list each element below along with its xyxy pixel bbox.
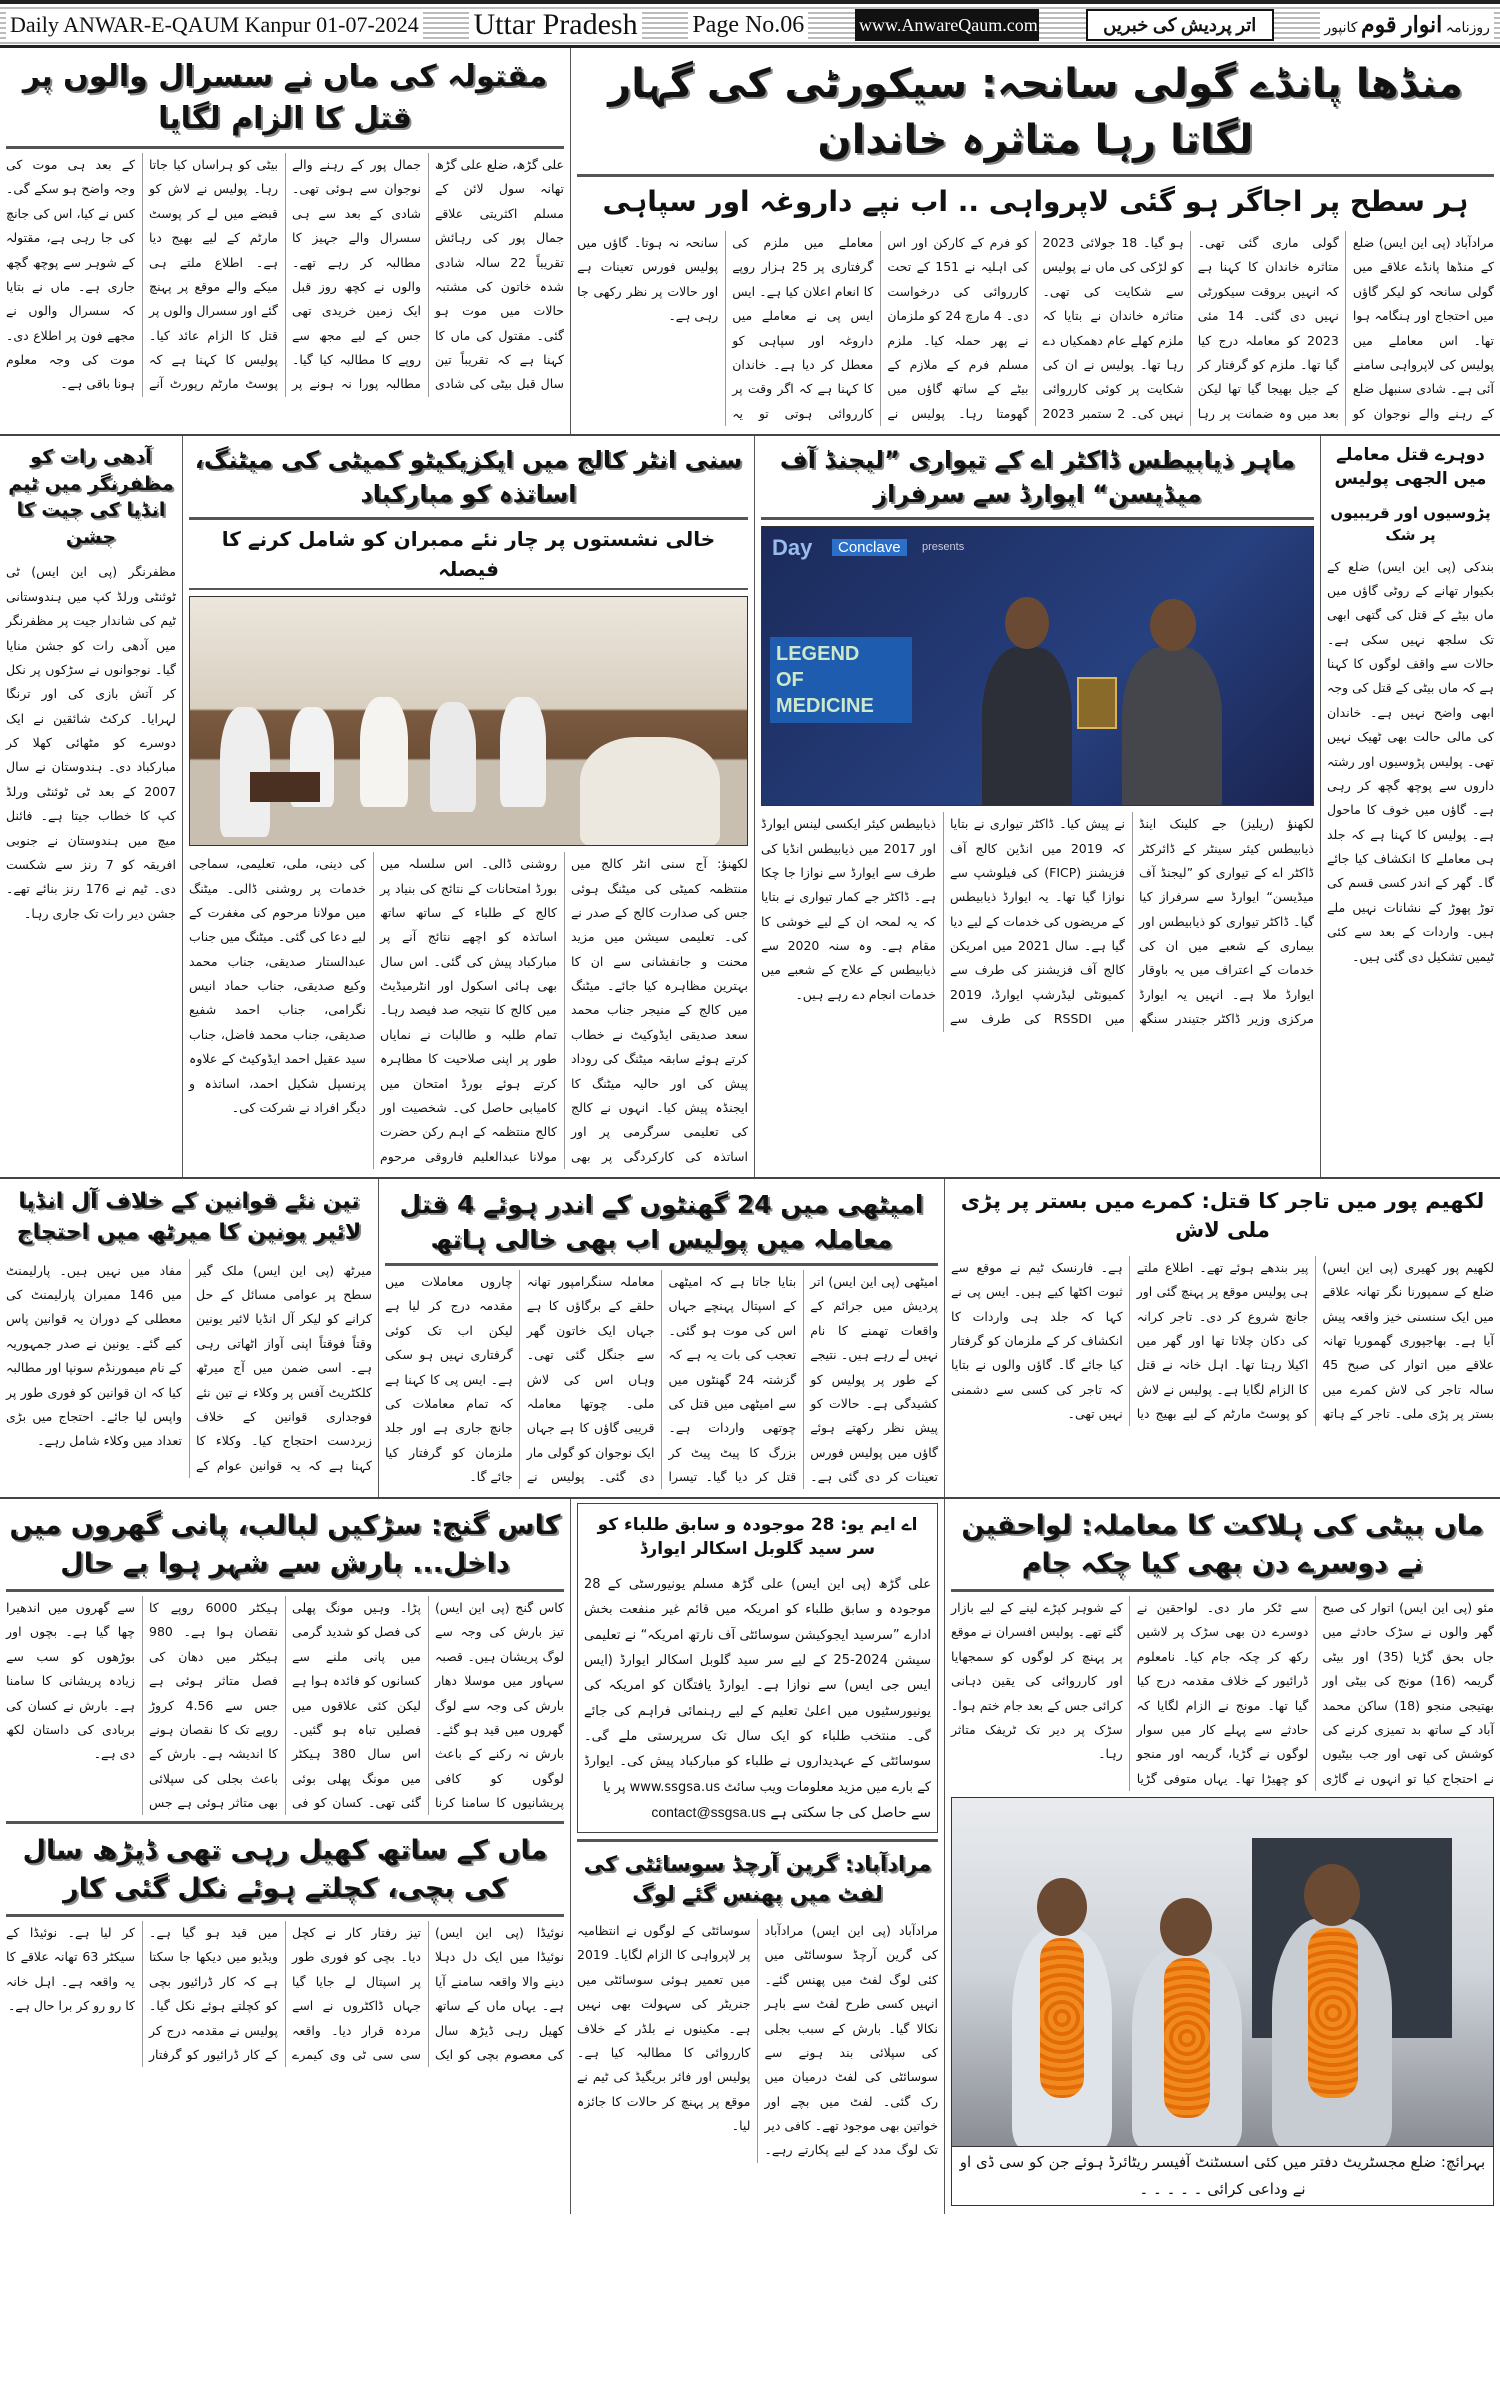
story-body: لکھنؤ (ریلیز) جے کلینک اینڈ ذیابیطس کیئر سینٹر کے ڈائرکٹر ڈاکٹر اے کے تیواری کو ”لیجنڈ آف میڈیسن“ ایوارڈ سے سرفراز کیا گیا۔ ڈاکٹر تیواری کو ذیابیطس اور بیماری کے شعبے میں ان کی خدمات کے اعتراف میں یہ باوقار ایوارڈ ملا ہے۔ انہیں یہ ایوارڈ مرکزی وزیر ڈاکٹر جتیندر سنگھ نے پیش کیا۔ ڈاکٹر تیواری نے بتایا کہ 2019 میں انڈین کالج آف فزیشنز (FICP) کی فیلوشپ سے نوازا گیا تھا۔ یہ ایوارڈ ذیابیطس کے مریضوں کی خدمات کے لیے دیا گیا ہے۔ سال 2021 میں امریکن کالج آف فزیشنز کی طرف سے کمیونٹی لیڈرشپ ایوارڈ، 2019 میں RSSDI کی طرف سے ذیابیطس کیئر ایکسی لینس ایوارڈ اور 2017 میں ذیابیطس انڈیا کی طرف سے ایوارڈ سے نوازا جا چکا ہے۔ ڈاکٹر جے کمار تیواری نے بتایا کہ یہ لمحہ ان کے لیے خوشی کا مقام ہے۔ وہ سنہ 2020 سے ذیابیطس کے علاج کے شعبے میں خدمات انجام دے رہے ہیں۔ (761, 816, 1314, 1027)
banner-line: LEGEND (776, 643, 860, 666)
story-noida-child-accident (6, 1821, 564, 2067)
story-body: کاس گنج (پی این ایس) تیز بارش کی وجہ سے لوگ پریشان ہیں۔ قصبہ سہاور میں موسلا دھار بارش کی وجہ سے لوگ گھروں میں قید ہو گئے۔ بارش نہ رکنے کے باعث لوگوں کو کافی پریشانیوں کا سامنا کرنا پڑا۔ وہیں مونگ پھلی کی فصل کو شدید گرمی میں پانی ملنے سے کسانوں کو فائدہ ہوا ہے لیکن کئی علاقوں میں فصلیں تباہ ہو گئیں۔ اس سال 380 ہیکٹر میں مونگ پھلی بوئی گئی تھی۔ کسان کو فی ہیکٹر 6000 روپے کا نقصان ہوا ہے۔ 980 ہیکٹر میں دھان کی فصل متاثر ہوئی ہے جس سے 4.56 کروڑ روپے تک کا نقصان ہونے کا اندیشہ ہے۔ بارش کے باعث بجلی کی سپلائی بھی متاثر ہوئی ہے جس سے گھروں میں اندھیرا چھا گیا ہے۔ بچوں اور بوڑھوں کو سب سے زیادہ پریشانی کا سامنا ہے۔ بارش نے کسان کی بربادی کی داستان لکھ دی ہے۔ (6, 1600, 564, 1811)
story-body: بندکی (پی این ایس) ضلع کے بکیوار تھانے کے روٹی گاؤں میں ماں بیٹے کے قتل کی گتھی ابھی تک سلجھ نہیں سکی ہے۔ حالات سے واقف لوگوں کا کہنا ہے کہ ماں بیٹی کے قتل کی وجہ ابھی واضح نہیں ہے۔ خاندان کی مالی حالت بھی ٹھیک نہیں تھی۔ پولیس پڑوسیوں اور رشتہ داروں سے پوچھ گچھ کر رہی ہے۔ گاؤں میں خوف کا ماحول ہے۔ پولیس کا کہنا ہے کہ جلد ہی معاملے کا انکشاف کیا جائے گا۔ گھر کے اندر کسی قسم کی توڑ پھوڑ کے نشانات نہیں ملے ہیں۔ واردات کے بعد سے کئی ٹیمیں تشکیل دی گئی ہیں۔ (1327, 558, 1494, 964)
story-in-laws-accused (0, 48, 570, 434)
story-lakhimpur-trader-murder (944, 1179, 1500, 1497)
story-body: مظفرنگر (پی این ایس) ٹی ٹوئنٹی ورلڈ کپ میں ہندوستانی ٹیم کی شاندار جیت پر مظفرنگر میں آدھی رات کو جشن منایا گیا۔ نوجوانوں نے سڑکوں پر نکل کر آتش بازی کی اور ترنگا لہرایا۔ کرکٹ شائقین نے ایک دوسرے کو مٹھائی کھلا کر مبارکباد دی۔ ہندوستان نے سال 2007 کے بعد ٹی ٹوئنٹی ورلڈ کپ کا خطاب جیتا ہے۔ فائنل میچ میں ہندوستان نے جنوبی افریقہ کو 7 رنز سے شکست دی۔ ٹیم نے 176 رنز بنائے تھے۔ جشن دیر رات تک جاری رہا۔ (6, 564, 176, 921)
rule (761, 517, 1314, 520)
contact-line (584, 1800, 931, 1826)
row-top (0, 48, 1500, 436)
subheadline: خالی نشستوں پر چار نئے ممبران کو شامل کرنے کا فیصلہ (221, 527, 716, 582)
marigold-garland (1040, 1938, 1084, 2098)
logo-city: کانپور (1324, 20, 1358, 36)
person-head (1150, 599, 1196, 651)
person-figure (430, 702, 476, 812)
headline: مقتولہ کی ماں نے سسرال والوں پر قتل کا الزام لگایا (22, 59, 548, 136)
person-head (1304, 1864, 1360, 1926)
story-body: مئو (پی این ایس) اتوار کی صبح گھر والوں نے سڑک حادثے میں جاں بحق گڑیا (35) اور بیٹی گریمہ (16) مونج کی بیٹی اور بھتیجی منجو (18) ساکن محمد آباد کے ساتھ بد تمیزی کرنے کی کوشش کی تھی اور جب بیٹیوں نے احتجاج کیا تو انہوں نے گاڑی سے ٹکر مار دی۔ لواحقین نے دوسرے دن بھی سڑک پر لاشیں رکھ کر چکہ جام کیا۔ نامعلوم ڈرائیور کے خلاف مقدمہ درج کیا گیا تھا۔ مونج نے الزام لگایا کہ حادثے سے پہلے کار میں سوار لوگوں نے گڑیا، گریمہ اور منجو کو چھیڑا تھا۔ یہاں متوفی گڑیا کے شوہر کپڑے لینے کے لیے بازار گئے تھے۔ پولیس افسران نے موقع پر پہنچ کر لوگوں کو سمجھایا اور کارروائی کی یقین دہانی کرائی جس کے بعد جام ختم ہوا۔ سڑک پر دیر تک ٹریفک متاثر رہا۔ (951, 1600, 1495, 1786)
table (250, 772, 320, 802)
headline: امیٹھی میں 24 گھنٹوں کے اندر ہوئے 4 قتل معاملہ میں پولیس اب بھی خالی ہاتھ (399, 1190, 924, 1255)
story-body: علی گڑھ (پی این ایس) علی گڑھ مسلم یونیورسٹی کے 28 موجودہ و سابق طلباء کو امریکہ میں قائم غیر منفعت بخش ادارے ”سرسید ایجوکیشن سوسائٹی آف نارتھ امریکہ“ نے تعلیمی سیشن 2024-25 کے لیے سر سید گلوبل اسکالر ایوارڈ (ایس ایس جی ایس) سے نوازا ہے۔ ایوارڈ یافتگان کو امریکہ کی یونیورسٹیوں میں اعلیٰ تعلیم کے لیے رہنمائی فراہم کی جائے گی۔ منتخب طلباء کو ایک سال تک سرپرستی ملے گی۔ سوسائٹی کے عہدیداروں نے طلباء کو مبارکباد پیش کی۔ ایوارڈ کے بارے میں مزید معلومات ویب سائٹ www.ssgsa.us پر یا (584, 1577, 931, 1795)
rule (6, 1589, 564, 1592)
lead-story (570, 48, 1500, 434)
page-number: Page No.06 (688, 9, 808, 41)
story-sunni-inter-college (182, 436, 754, 1177)
headline: ماہر ذیابیطس ڈاکٹر اے کے تیواری ”لیجنڈ آف میڈیسن“ ایوارڈ سے سرفراز (779, 446, 1296, 508)
award-photo (761, 526, 1314, 806)
story-team-india-celebration (0, 436, 182, 1177)
marigold-garland (1164, 1958, 1210, 2118)
story-body: امیٹھی (پی این ایس) اتر پردیش میں جرائم کے واقعات تھمنے کا نام نہیں لے رہے ہیں۔ نتیجے کے طور پر پولیس کو کشیدگی ہے۔ حالات کو پیش نظر رکھتے ہوئے گاؤں میں پولیس فورس تعینات کر دی گئی ہے۔ بتایا جاتا ہے کہ امیٹھی کے اسپتال پہنچے جہاں اس کی موت ہو گئی۔ تعجب کی بات یہ ہے کہ گزشتہ 24 گھنٹوں میں سے امیٹھی میں قتل کی چوتھی واردات ہے۔ بزرگ کا پیٹ پیٹ کر قتل کر دیا گیا۔ تیسرا معاملہ سنگرامپور تھانہ حلقے کے برگاؤں کا ہے جہاں ایک خاتون گھر سے جنگل گئی تھی۔ وہاں اس کی لاش ملی۔ چوتھا معاملہ قریبی گاؤں کا ہے جہاں ایک نوجوان کو گولی مار دی گئی۔ پولیس نے چاروں معاملات میں مقدمہ درج کر لیا ہے لیکن اب تک کوئی گرفتاری نہیں ہو سکی ہے۔ ایس پی کا کہنا ہے کہ تمام معاملات کی جانچ جاری ہے اور جلد ملزمان کو گرفتار کیا جائے گا۔ (385, 1274, 938, 1485)
paper-date-line: Daily ANWAR-E-QAUM Kanpur 01-07-2024 (6, 9, 423, 41)
story-amu-scholar-award (577, 1503, 938, 1833)
event-presents-text: presents (922, 541, 965, 554)
headline: سنی انٹر کالج میں ایکزیکیٹو کمیٹی کی میٹنگ، اساتذہ کو مبارکباد (194, 446, 743, 508)
story-body: لکھیم پور کھیری (پی این ایس) ضلع کے سمپورنا نگر تھانہ علاقے میں ایک سنسنی خیز واقعہ پیش آیا ہے۔ بھاجپوری گھموریا تھانہ علاقے میں اتوار کی صبح 45 سالہ تاجر کی لاش کمرے میں بستر پر پڑی ملی۔ تاجر کے ہاتھ پیر بندھے ہوئے تھے۔ اطلاع ملتے ہی پولیس موقع پر پہنچ گئی اور جانچ شروع کر دی۔ تاجر کرانہ کی دکان چلاتا تھا اور گھر میں اکیلا رہتا تھا۔ اہل خانہ نے قتل کا الزام لگایا ہے۔ پولیس نے لاش کو پوسٹ مارٹم کے لیے بھیج دیا ہے۔ فارنسک ٹیم نے موقع سے ثبوت اکٹھا کیے ہیں۔ ایس پی نے کہا کہ جلد ہی واردات کا انکشاف کر کے ملزمان کو گرفتار کیا جائے گا۔ گاؤں والوں نے بتایا کہ تاجر کی کسی سے دشمنی نہیں تھی۔ (951, 1259, 1494, 1422)
retirement-farewell-photo (951, 1797, 1494, 2147)
person-figure (982, 647, 1072, 806)
story-amethi-murders (378, 1179, 944, 1497)
story-body: علی گڑھ، ضلع علی گڑھ تھانہ سول لائن کے مسلم اکثریتی علاقے جمال پور کی رہائش تقریباً 22 سالہ شادی شدہ خاتون کی مشتبہ حالات میں موت ہو گئی۔ مقتول کی ماں کا کہنا ہے کہ تقریباً تین سال قبل بیٹی کی شادی جمال پور کے رہنے والے نوجوان سے ہوئی تھی۔ شادی کے بعد سے ہی سسرال والے جہیز کا مطالبہ کر رہے تھے۔ والوں نے کچھ روز قبل ایک زمین خریدی تھی جس کے لیے مجھ سے روپے کا مطالبہ کیا گیا۔ مطالبہ پورا نہ ہونے پر بیٹی کو ہراساں کیا جاتا رہا۔ پولیس نے لاش کو قبضے میں لے کر پوسٹ مارٹم کے لیے بھیج دیا ہے۔ اطلاع ملتے ہی میکے والے موقع پر پہنچ گئے اور سسرال والوں پر قتل کا الزام عائد کیا۔ پولیس کا کہنا ہے کہ پوسٹ مارٹم رپورٹ آنے کے بعد ہی موت کی وجہ واضح ہو سکے گی۔ کس نے کیا، اس کی جانچ کی جا رہی ہے، مقتولہ کے شوہر سے پوچھ گچھ جاری ہے۔ ماں نے بتایا کہ سسرال والوں نے مجھے فون پر اطلاع دی۔ موت کی وجہ معلوم ہونا باقی ہے۔ (6, 157, 564, 392)
story-legend-of-medicine (754, 436, 1320, 1177)
story-body: لکھنؤ: آج سنی انٹر کالج میں منتظمہ کمیٹی کی میٹنگ ہوئی جس کی صدارت کالج کے صدر نے کی۔ تعلیمی سیشن میں مزید محنت و جانفشانی سے ان کا بہترین مظاہرہ کیا جائے۔ میٹنگ میں کالج کے منیجر جناب محمد سعد صدیقی ایڈوکیٹ نے خطاب کرتے ہوئے سابقہ میٹنگ کی روداد پیش کی اور حالیہ میٹنگ کا ایجنڈہ پیش کیا۔ انہوں نے کالج کی تعلیمی سرگرمی پر اور اساتذہ کی کارکردگی پر بھی روشنی ڈالی۔ اس سلسلہ میں بورڈ امتحانات کے نتائج کی بنیاد پر کالج کے طلباء کے ساتھ ساتھ اساتذہ کو اچھے نتائج آنے پر مبارکباد پیش کی گئی۔ اس سال بھی ہائی اسکول اور انٹرمیڈیٹ میں کالج کا نتیجہ صد فیصد رہا۔ تمام طلبہ و طالبات نے نمایاں طور پر اپنی صلاحیت کا مظاہرہ کرتے ہوئے بورڈ امتحان میں کامیابی حاصل کی۔ شخصیت اور کالج منتظمہ کے اہم رکن حضرت مولانا عبدالعلیم فاروقی مرحوم کی دینی، ملی، تعلیمی، سماجی خدمات پر روشنی ڈالی۔ میٹنگ میں مولانا مرحوم کی مغفرت کے لیے دعا کی گئی۔ میٹنگ میں جناب عبدالستار صدیقی، جناب محمد وکیع صدیقی، جناب حماد انیس نگرامی، جناب احمد شفیع صدیقی، جناب محمد فاضل، جناب سید عقیل احمد ایڈوکیٹ کے علاوہ پرنسپل شکیل احمد، اساتذہ و دیگر افراد نے شرکت کی۔ (189, 856, 748, 1164)
legend-of-medicine-banner (770, 637, 912, 723)
logo-prefix: روزنامہ (1445, 20, 1490, 36)
headline: کاس گنج: سڑکیں لبالب، پانی گھروں میں داخل... بارش سے شہر ہوا بے حال (9, 1510, 561, 1580)
story-lawyers-protest (0, 1179, 378, 1497)
event-day-text: Day (772, 535, 813, 561)
headline: ماں بیٹی کی ہلاکت کا معاملہ: لواحقین نے دوسرے دن بھی کیا چکہ جام (961, 1510, 1484, 1580)
person-figure (500, 697, 546, 807)
rule (6, 1914, 564, 1917)
headline: لکھیم پور میں تاجر کا قتل: کمرے میں بستر پر پڑی ملی لاش (960, 1189, 1485, 1243)
middle-stack (570, 1499, 944, 2214)
headline: دوہرے قتل معاملے میں الجھی پولیس (1334, 445, 1487, 489)
newspaper-logo (1320, 9, 1494, 41)
story-body: مرادآباد (پی این ایس) مرادآباد کی گرین آرچڈ سوسائٹی میں کئی لوگ لفٹ میں پھنس گئے۔ انہیں کسی طرح لفٹ سے باہر نکالا گیا۔ بارش کے سبب بجلی کی سپلائی بند ہونے سے سوسائٹی کی لفٹ درمیان میں رک گئی۔ لفٹ میں بچے اور خواتین بھی موجود تھے۔ کافی دیر تک لوگ مدد کے لیے پکارتے رہے۔ سوسائٹی کے لوگوں نے انتظامیہ پر لاپرواہی کا الزام لگایا۔ 2019 میں تعمیر ہوئی سوسائٹی میں جنریٹر کی سہولت بھی نہیں ہے۔ مکینوں نے بلڈر کے خلاف کارروائی کا مطالبہ کیا ہے۔ پولیس اور فائر بریگیڈ کی ٹیم نے موقع پر پہنچ کر حالات کا جائزہ لیا۔ (577, 1923, 938, 2158)
left-stack (0, 1499, 570, 2214)
rule (6, 146, 564, 149)
meeting-photo (189, 596, 748, 846)
person-head (1005, 597, 1049, 649)
person-head (1160, 1898, 1212, 1956)
retirement-farewell-figure (951, 1797, 1494, 2206)
event-conclave-text: Conclave (832, 539, 907, 556)
story-double-murder (1320, 436, 1500, 1177)
row-third (0, 1179, 1500, 1499)
banner-line: OF (776, 669, 804, 692)
story-moradabad-lift (577, 1839, 938, 2163)
website-link[interactable]: www.AnwareQaum.com (855, 9, 1039, 41)
subheadline: پڑوسیوں اور قریبیوں پر شک (1330, 503, 1491, 545)
story-kasganj-rain (6, 1503, 564, 1815)
row-bottom (0, 1499, 1500, 2214)
headline: مرادآباد: گرین آرچڈ سوسائٹی کی لفٹ میں پھنس گئے لوگ (583, 1852, 932, 1906)
headline: منڈھا پانڈے گولی سانحہ: سیکورٹی کی گہار لگاتا رہا متاثرہ خاندان (608, 61, 1463, 163)
person-figure (580, 737, 720, 846)
headline: ماں کے ساتھ کھیل رہی تھی ڈیڑھ سال کی بچی، کچلتے ہوئے نکل گئی کار (22, 1835, 548, 1905)
marigold-garland (1308, 1928, 1358, 2098)
story-mother-daughter-death (951, 1503, 1494, 1791)
state-label: Uttar Pradesh (469, 9, 641, 41)
subheadline: ہر سطح پر اجاگر ہو گئی لاپرواہی .. اب نپے داروغہ اور سپاہی (602, 185, 1469, 218)
person-figure (1122, 647, 1222, 806)
rule (951, 1589, 1494, 1592)
headline: تین نئے قوانین کے خلاف آل انڈیا لائیر یونین کا میرٹھ میں احتجاج (16, 1189, 362, 1245)
rule (385, 1263, 938, 1266)
banner-line: MEDICINE (776, 695, 874, 718)
headline: آدھی رات کو مظفرنگر میں ٹیم انڈیا کی جیت کا جشن (8, 446, 174, 548)
row-second (0, 436, 1500, 1179)
contact-email-link[interactable]: contact@ssgsa.us (651, 1804, 766, 1821)
photo-caption: بہرائچ: ضلع مجسٹریٹ دفتر میں کئی اسسٹنٹ آفیسر ریٹائرڈ ہوئے جن کو سی ڈی او نے وداعی کرائی ۔ ۔ ۔ ۔ ۔ (951, 2147, 1494, 2206)
story-body: میرٹھ (پی این ایس) ملک گیر سطح پر عوامی مسائل کے حل کرانے کو لیکر آل انڈیا لائیر یونین وقتاً فوقتاً اپنی آواز اٹھاتی رہی ہے۔ اسی ضمن میں آج میرٹھ کلکٹریٹ آفس پر وکلاء نے تین نئے فوجداری قوانین کے خلاف زبردست احتجاج کیا۔ وکلاء کا کہنا ہے کہ یہ قوانین عوام کے مفاد میں نہیں ہیں۔ پارلیمنٹ میں 146 ممبران پارلیمنٹ کی معطلی کے دوران یہ قوانین پاس کیے گئے۔ یونین نے صدر جمہوریہ کے نام میمورنڈم سونپا اور مطالبہ کیا کہ ان قوانین کو فوری طور پر واپس لیا جائے۔ احتجاج میں بڑی تعداد میں وکلاء شامل رہے۔ (6, 1262, 372, 1473)
masthead-bar (0, 0, 1500, 48)
logo-title: انوار قوم (1360, 11, 1443, 37)
story-body: نوئیڈا (پی این ایس) نوئیڈا میں ایک دل دہلا دینے والا واقعہ سامنے آیا ہے۔ یہاں ماں کے ساتھ کھیل رہی ڈیڑھ سال کی معصوم بچی کو ایک تیز رفتار کار نے کچل دیا۔ بچی کو فوری طور پر اسپتال لے جایا گیا جہاں ڈاکٹروں نے اسے مردہ قرار دیا۔ واقعہ سی سی ٹی وی کیمرے میں قید ہو گیا ہے۔ ویڈیو میں دیکھا جا سکتا ہے کہ کار ڈرائیور بچی کو کچلتے ہوئے نکل گیا۔ پولیس نے مقدمہ درج کر کے کار ڈرائیور کو گرفتار کر لیا ہے۔ نوئیڈا کے سیکٹر 63 تھانہ علاقے کا یہ واقعہ ہے۔ اہل خانہ کا رو رو کر برا حال ہے۔ (6, 1925, 564, 2062)
person-figure (360, 697, 408, 807)
award-plaque (1077, 677, 1117, 729)
contact-suffix: سے حاصل کی جا سکتی ہے (770, 1805, 931, 1822)
story-body: مرادآباد (پی این ایس) ضلع کے منڈھا پانڈے علاقے میں گولی سانحہ کو لیکر گاؤں میں احتجاج اور ہنگامہ ہوا تھا۔ اس معاملے میں پولیس کی لاپرواہی سامنے آئی ہے۔ شادی سنبھل ضلع کے رہنے والے نوجوان کو گولی ماری گئی تھی۔ متاثرہ خاندان کا کہنا ہے کہ انہیں بروقت سیکورٹی نہیں دی گئی۔ 14 مئی 2023 کو معاملہ درج کیا گیا تھا۔ ملزم کو گرفتار کر کے جیل بھیجا گیا تھا لیکن بعد میں وہ ضمانت پر رہا ہو گیا۔ 18 جولائی 2023 کو لڑکی کی ماں نے پولیس سے شکایت کی تھی۔ متاثرہ خاندان نے بتایا کہ ملزم کھلے عام دھمکیاں دے رہا تھا۔ پولیس نے ان کی شکایت پر کوئی کارروائی نہیں کی۔ 2 ستمبر 2023 کو فرم کے کارکن اور اس کی اہلیہ نے 151 کے تحت کارروائی کی درخواست دی۔ 4 مارچ 24 کو ملزمان نے پھر حملہ کیا۔ ملزم مسلم فرم کے ملازم کے بیٹے کے ساتھ گاؤں میں گھومتا رہا۔ پولیس نے معاملے میں ملزم کی گرفتاری پر 25 ہزار روپے کا انعام اعلان کیا ہے۔ ایس ایس پی نے معاملے میں داروغہ اور سپاہی کو معطل کر دیا ہے۔ خاندان کا کہنا ہے کہ اگر وقت پر کارروائی ہوتی تو یہ سانحہ نہ ہوتا۔ گاؤں میں پولیس فورس تعینات ہے اور حالات پر نظر رکھی جا رہی ہے۔ (577, 235, 1494, 421)
right-stack (944, 1499, 1500, 2214)
rule (189, 588, 748, 590)
person-head (1037, 1878, 1087, 1936)
headline: اے ایم یو: 28 موجودہ و سابق طلباء کو سر سید گلوبل اسکالر ایوارڈ (597, 1515, 918, 1560)
section-label: اتر پردیش کی خبریں (1086, 9, 1274, 41)
